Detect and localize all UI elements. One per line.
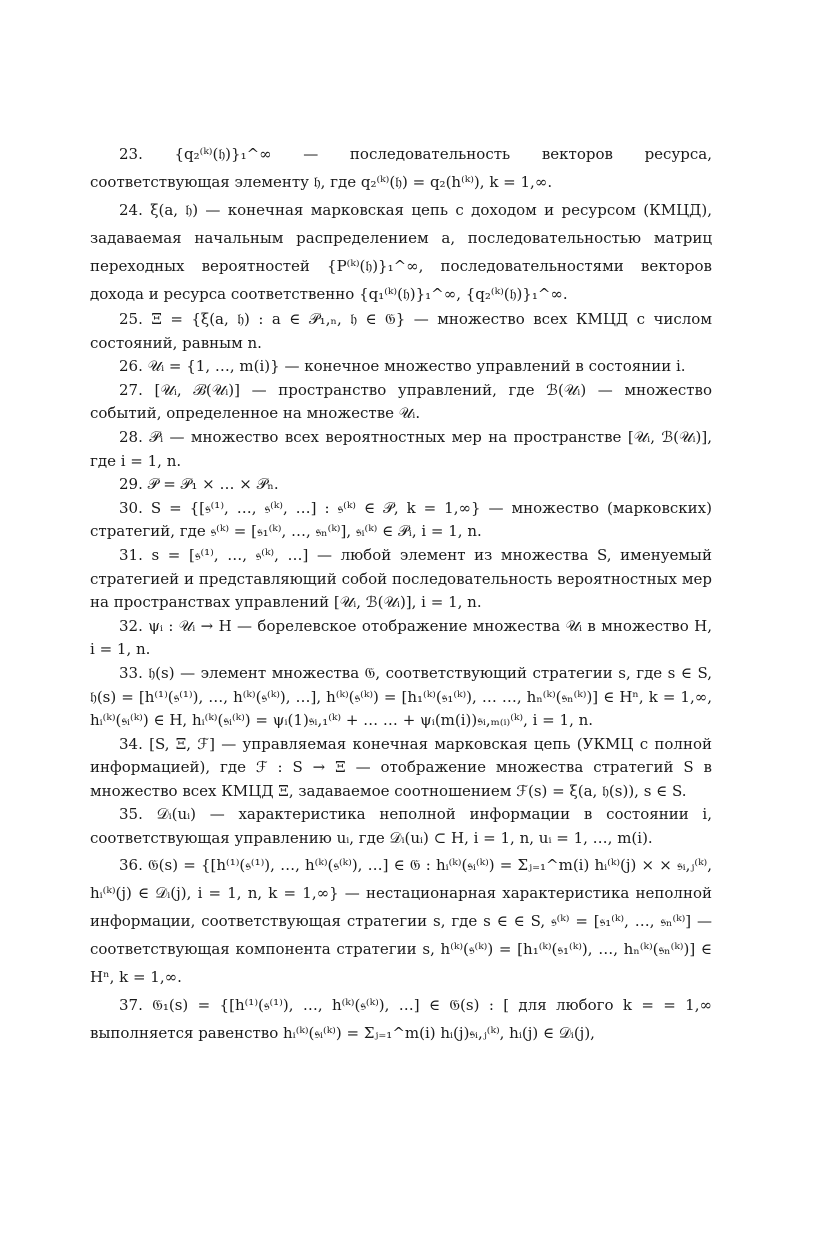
definition-36: 36. 𝔊(s) = {[h⁽¹⁾(𝔰⁽¹⁾), …, h⁽ᵏ⁾(𝔰⁽ᵏ⁾), …] ∈ 𝔊 : hᵢ⁽ᵏ⁾(𝔰ᵢ⁽ᵏ⁾) = Σⱼ₌₁^m(i) hᵢ⁽ᵏ⁾(j) × × 𝔰ᵢ,ⱼ⁽ᵏ⁾, hᵢ⁽ᵏ⁾(j) ∈ 𝒟ᵢ(j), i = 1, n, k = 1,∞} — нестационарная характеристика неполной информации, соответствующая стратегии s, где s ∈ ∈ S, 𝔰⁽ᵏ⁾ = [𝔰₁⁽ᵏ⁾, …, 𝔰ₙ⁽ᵏ⁾] — соответствующая компонента стратегии s, h⁽ᵏ⁾(𝔰⁽ᵏ⁾) = [h₁⁽ᵏ⁾(𝔰₁⁽ᵏ⁾), …, hₙ⁽ᵏ⁾(𝔰ₙ⁽ᵏ⁾)] ∈ Hⁿ, k = 1,∞. (90, 855, 712, 986)
definition-32: 32. ψᵢ : 𝒰ᵢ → H — борелевское отображение множества 𝒰ᵢ в множество H, i = 1, n. (90, 616, 712, 659)
definitions-list (90, 140, 712, 1047)
definition-27: 27. [𝒰ᵢ, ℬ(𝒰ᵢ)] — пространство управлений, где ℬ(𝒰ᵢ) — множество событий, определенное на множестве 𝒰ᵢ. (90, 380, 712, 423)
definition-31: 31. s = [𝔰⁽¹⁾, …, 𝔰⁽ᵏ⁾, …] — любой элемент из множества S, именуемый стратегией и представляющий собой последовательность вероятностных мер на пространствах управлений [𝒰ᵢ, ℬ(𝒰ᵢ)], i = 1, n. (90, 545, 712, 612)
definition-23: 23. {q₂⁽ᵏ⁾(𝔥)}₁^∞ — последовательность векторов ресурса, соответствующая элементу 𝔥, где q₂⁽ᵏ⁾(𝔥) = q₂(h⁽ᵏ⁾), k = 1,∞. (90, 145, 712, 191)
definition-24: 24. ξ(a, 𝔥) — конечная марковская цепь с доходом и ресурсом (КМЦД), задаваемая начальным распределением a, последовательностью матриц переходных вероятностей {P⁽ᵏ⁾(𝔥)}₁^∞, последовательностями векторов дохода и ресурса соответственно {q₁⁽ᵏ⁾(𝔥)}₁^∞, {q₂⁽ᵏ⁾(𝔥)}₁^∞. (90, 201, 712, 303)
definition-37: 37. 𝔊₁(s) = {[h⁽¹⁾(𝔰⁽¹⁾), …, h⁽ᵏ⁾(𝔰⁽ᵏ⁾), …] ∈ 𝔊(s) : [ для любого k = = 1,∞ выполняется равенство hᵢ⁽ᵏ⁾(𝔰ᵢ⁽ᵏ⁾) = Σⱼ₌₁^m(i) hᵢ(j)𝔰ᵢ,ⱼ⁽ᵏ⁾, hᵢ(j) ∈ 𝒟ᵢ(j), (90, 995, 712, 1042)
definition-29: 29. 𝒫 = 𝒫₁ × … × 𝒫ₙ. (119, 475, 279, 494)
definition-30: 30. S = {[𝔰⁽¹⁾, …, 𝔰⁽ᵏ⁾, …] : 𝔰⁽ᵏ⁾ ∈ 𝒫, k = 1,∞} — множество (марковских) стратегий, где 𝔰⁽ᵏ⁾ = [𝔰₁⁽ᵏ⁾, …, 𝔰ₙ⁽ᵏ⁾], 𝔰ᵢ⁽ᵏ⁾ ∈ 𝒫ᵢ, i = 1, n. (90, 498, 712, 541)
definition-34: 34. [S, Ξ, ℱ] — управляемая конечная марковская цепь (УКМЦ с полной информацией), где ℱ : S → Ξ — отображение множества стратегий S в множество всех КМЦД Ξ, задаваемое соотношением ℱ(s) = ξ(a, 𝔥(s)), s ∈ S. (90, 734, 712, 800)
definition-25: 25. Ξ = {ξ(a, 𝔥) : a ∈ 𝒫₁,ₙ, 𝔥 ∈ 𝔊} — множество всех КМЦД с числом состояний, равным n. (90, 310, 712, 352)
definition-33: 33. 𝔥(s) — элемент множества 𝔊, соответствующий стратегии s, где s ∈ S, 𝔥(s) = [h⁽¹⁾(𝔰⁽¹⁾), …, h⁽ᵏ⁾(𝔰⁽ᵏ⁾), …], h⁽ᵏ⁾(𝔰⁽ᵏ⁾) = [h₁⁽ᵏ⁾(𝔰₁⁽ᵏ⁾), … …, hₙ⁽ᵏ⁾(𝔰ₙ⁽ᵏ⁾)] ∈ Hⁿ, k = 1,∞, hᵢ⁽ᵏ⁾(𝔰ᵢ⁽ᵏ⁾) ∈ H, hᵢ⁽ᵏ⁾(𝔰ᵢ⁽ᵏ⁾) = ψᵢ(1)𝔰ᵢ,₁⁽ᵏ⁾ + … … + ψᵢ(m(i))𝔰ᵢ,ₘ₍ᵢ₎⁽ᵏ⁾, i = 1, n. (90, 663, 712, 730)
definition-35: 35. 𝒟ᵢ(uᵢ) — характеристика неполной информации в состоянии i, соответствующая управлению uᵢ, где 𝒟ᵢ(uᵢ) ⊂ H, i = 1, n, uᵢ = 1, …, m(i). (90, 805, 712, 848)
definition-26: 26. 𝒰ᵢ = {1, …, m(i)} — конечное множество управлений в состоянии i. (119, 357, 686, 376)
definition-28: 28. 𝒫ᵢ — множество всех вероятностных мер на пространстве [𝒰ᵢ, ℬ(𝒰ᵢ)], где i = 1, n. (90, 427, 712, 470)
